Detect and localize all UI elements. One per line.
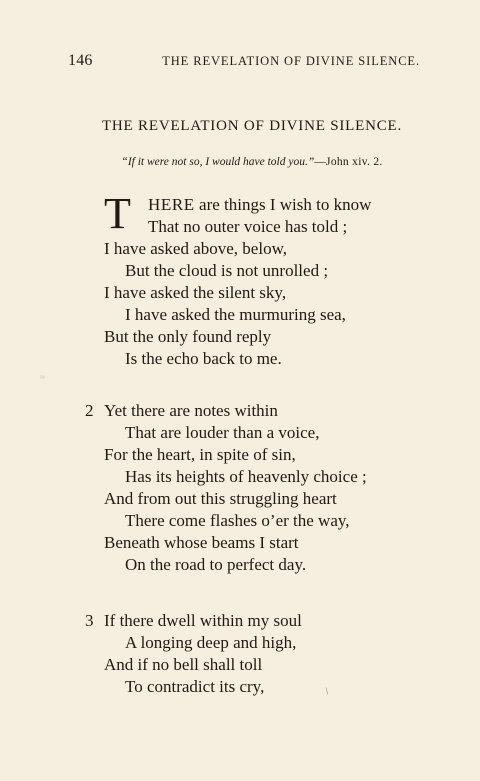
page-number: 146	[68, 52, 93, 69]
poem-line: Is the echo back to me.	[125, 349, 282, 368]
running-head-title: THE REVELATION OF DIVINE SILENCE.	[162, 54, 420, 68]
poem-line: But the cloud is not unrolled ;	[125, 261, 329, 280]
poem-line: On the road to perfect day.	[125, 555, 307, 574]
poem-line: Has its heights of heavenly choice ;	[125, 467, 367, 486]
poem-line: And from out this struggling heart	[104, 489, 337, 508]
ink-tick-icon: /	[323, 686, 332, 697]
poem-line: Yet there are notes within	[104, 401, 278, 420]
poem-line: Beneath whose beams I start	[104, 533, 299, 552]
poem-line: That are louder than a voice,	[125, 423, 320, 442]
stray-mark-icon: ≈	[40, 372, 45, 382]
stanza-number: 2	[85, 401, 94, 420]
poem-line: If there dwell within my soul	[104, 611, 302, 630]
poem-line: And if no bell shall toll	[104, 655, 263, 674]
epigraph-quote: “If it were not so, I would have told you.”	[121, 156, 315, 168]
running-head	[68, 52, 420, 70]
poem-line: But the only found reply	[104, 327, 272, 346]
epigraph-reference: —John xiv. 2.	[314, 156, 383, 168]
poem-line: I have asked the silent sky,	[104, 283, 287, 302]
stanza-number: 3	[85, 611, 94, 630]
drop-cap: T	[104, 189, 131, 238]
poem-title: THE REVELATION OF DIVINE SILENCE.	[101, 118, 403, 134]
poem-line: For the heart, in spite of sin,	[104, 445, 296, 464]
poem-line: A longing deep and high,	[125, 633, 297, 652]
poem-line: I have asked above, below,	[104, 239, 287, 258]
poem-line: I have asked the murmuring sea,	[125, 305, 346, 324]
poem-line: To contradict its cry,	[125, 677, 265, 696]
poem-line	[148, 194, 371, 216]
epigraph	[0, 156, 480, 168]
poem-line-text: are things I wish to know	[194, 195, 372, 214]
first-word-rest: HERE	[148, 195, 195, 214]
poem-line: There come flashes o’er the way,	[125, 511, 350, 530]
poem-line: That no outer voice has told ;	[148, 217, 348, 236]
